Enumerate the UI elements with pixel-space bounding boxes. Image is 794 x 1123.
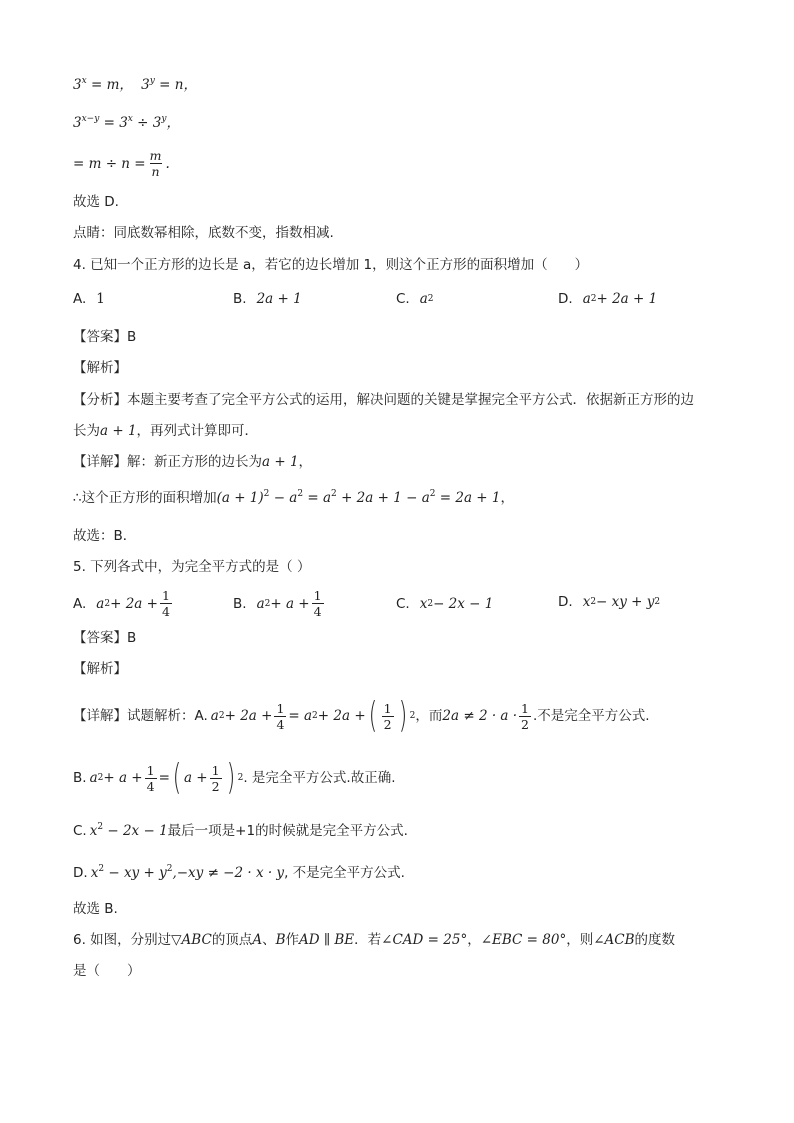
equation-line-3: = m ÷ n = $\frac{m}{n}$ . [73,148,170,179]
q4-fenxi-1: 【分析】本题主要考查了完全平方公式的运用，解决问题的关键是掌握完全平方公式．依据新正方形的边 [73,392,694,408]
q4-calc: ∴这个正方形的面积增加$(a + 1)^2 - a^2 = a^2 + 2a + 1 - a^2 = 2a + 1$， [73,489,514,506]
q4-answer: 【答案】B [73,329,137,345]
q5-option-c: C. x 2 − 2x − 1 [396,596,494,612]
q5-stem: 5. 下列各式中，为完全平方式的是（ ） [73,559,311,575]
dianjing-note: 点睛：同底数幂相除，底数不变，指数相减. [73,225,334,241]
equation-line-2: $3^{x-y} = 3^x \div 3^y$， [73,114,180,131]
q4-option-a: A. 1 [73,291,105,307]
q4-choose: 故选：B． [73,528,137,544]
q5-answer: 【答案】B [73,630,137,646]
q4-option-d: D. a 2 + 2a + 1 [558,291,658,307]
q5-option-b: B. a 2 + a + $\frac{1}{4}$ [233,588,322,619]
q5-detail-d: D. $x^2$ − xy + $y^2,-xy \ne -2 \cdot x \cdot y$, 不是完全平方公式. [73,864,405,881]
q5-detail-b: B. a 2 + a + $\frac{1}{4}$ = ( a + $\frac{1}{2}$ ) 2 . 是完全平方公式.故正确. [73,757,396,798]
q6-stem-line-1: 6. 如图，分别过▽ABC的顶点A、B作AD ∥ BE．若∠CAD = 25°，∠EBC = 80°，则∠ACB的度数 [73,932,676,948]
q5-option-a: A. a 2 + 2a + $\frac{1}{4}$ [73,588,170,619]
q6-stem-line-2: 是（ ） [73,963,141,979]
q5-choose: 故选 B. [73,901,118,917]
q5-detail-c: C. $x^2 - 2x - 1$最后一项是+1的时候就是完全平方公式. [73,822,408,839]
q4-xiangjie: 【详解】解：新正方形的边长为a + 1， [73,454,313,470]
equation-line-1: $3^x = m$， $3^y = n$， [73,76,197,93]
q4-fenxi-2: 长为a + 1，再列式计算即可． [73,423,259,439]
q5-option-d: D. x 2 − xy + y 2 [558,594,661,610]
q4-option-c: C. a 2 [396,291,434,307]
q4-options [73,290,713,320]
q5-detail-a: 【详解】试题解析：A. a 2 + 2a + $\frac{1}{4}$ = a 2 + 2a + ( $\frac{1}{2}$ ) 2 ，而 2a ≠ 2 · a · $\frac{1}{2}$ .不是完全平方公式. [73,695,650,736]
q4-stem: 4. 已知一个正方形的边长是 a，若它的边长增加 1，则这个正方形的面积增加（ ） [73,257,589,273]
q4-analysis-title: 【解析】 [73,360,127,376]
q5-analysis-title: 【解析】 [73,661,127,677]
choose-d-line: 故选 D. [73,194,119,210]
q5-options [73,586,713,622]
q4-option-b: B. 2a + 1 [233,291,302,307]
